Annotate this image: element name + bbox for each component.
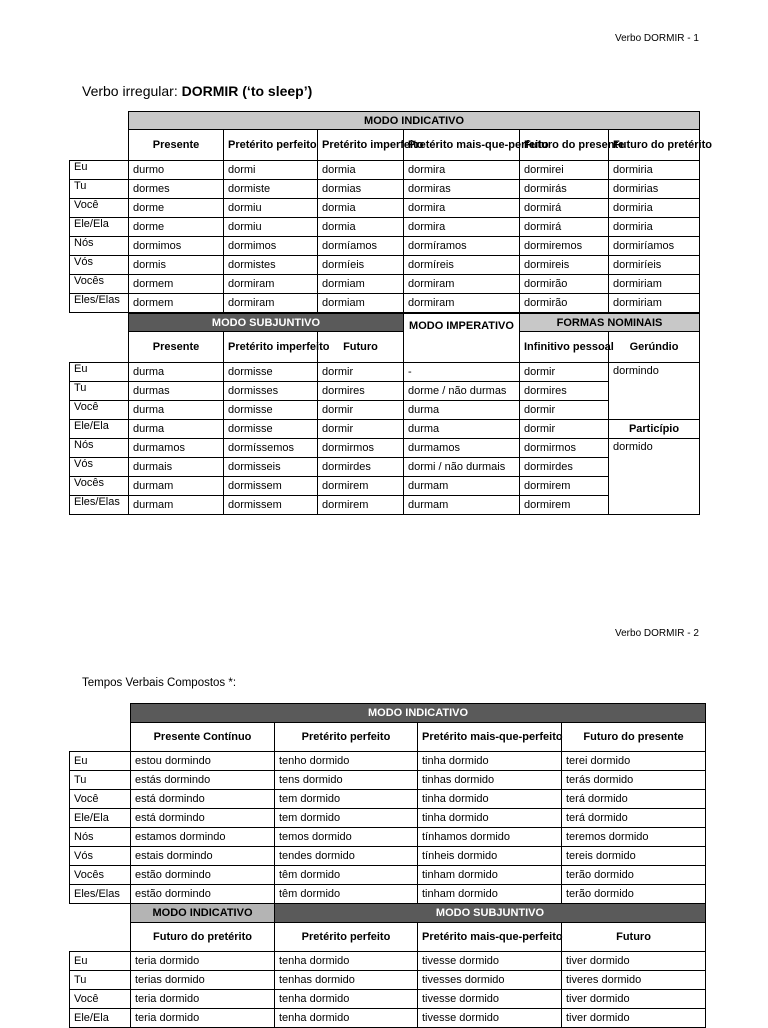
conjugation-cell: durma: [129, 401, 224, 420]
table-row: [70, 363, 700, 382]
blank-cell: [70, 314, 129, 332]
conjugation-cell: dormirem: [318, 477, 404, 496]
conjugation-cell: teria dormido: [131, 990, 275, 1009]
table-row: [70, 496, 700, 515]
conjugation-cell: tinham dormido: [418, 885, 562, 904]
conjugation-cell: está dormindo: [131, 809, 275, 828]
column-header: Presente: [129, 130, 224, 161]
pronoun-cell: Tu: [70, 382, 129, 401]
band-row: [70, 904, 706, 923]
conjugation-cell: dormíramos: [404, 237, 520, 256]
conjugation-cell: tenhas dormido: [275, 971, 418, 990]
pronoun-cell: Vós: [70, 256, 129, 275]
conjugation-cell: dormiríeis: [609, 256, 700, 275]
conjugation-cell: tiver dormido: [562, 1009, 706, 1028]
page-header-2: Verbo DORMIR - 2: [615, 628, 699, 639]
conjugation-cell: dormisse: [224, 363, 318, 382]
conjugation-cell: dormia: [318, 161, 404, 180]
conjugation-cell: tenha dormido: [275, 952, 418, 971]
column-header: Pretérito mais-que-perfeito: [418, 923, 562, 952]
conjugation-cell: têm dormido: [275, 885, 418, 904]
conjugation-cell: durmam: [129, 477, 224, 496]
band-row: [70, 112, 700, 130]
column-header: Pretérito perfeito: [275, 723, 418, 752]
header-row: [70, 332, 700, 363]
conjugation-cell: dormisses: [224, 382, 318, 401]
conjugation-cell: dormira: [404, 199, 520, 218]
conjugation-cell: dormirão: [520, 275, 609, 294]
modo-indicativo-band: MODO INDICATIVO: [129, 112, 700, 130]
subjuntivo-table: [69, 313, 700, 515]
column-header: Pretérito imperfeito: [318, 130, 404, 161]
table-row: [70, 256, 700, 275]
conjugation-cell: tivesse dormido: [418, 952, 562, 971]
conjugation-cell: dormiria: [609, 199, 700, 218]
conjugation-cell: estamos dormindo: [131, 828, 275, 847]
column-header: Futuro do presente: [520, 130, 609, 161]
pronoun-cell: Eu: [70, 161, 129, 180]
conjugation-cell: dormi: [224, 161, 318, 180]
conjugation-cell: durmamos: [404, 439, 520, 458]
column-header: Futuro: [318, 332, 404, 363]
table-row: [70, 847, 706, 866]
conjugation-cell: tivesse dormido: [418, 1009, 562, 1028]
conjugation-cell: tivesse dormido: [418, 990, 562, 1009]
conjugation-cell: dormirdes: [520, 458, 609, 477]
conjugation-cell: dormires: [520, 382, 609, 401]
conjugation-cell: dormias: [318, 180, 404, 199]
conjugation-cell: terão dormido: [562, 885, 706, 904]
conjugation-cell: dormíreis: [404, 256, 520, 275]
conjugation-cell: dormirmos: [318, 439, 404, 458]
conjugation-cell: dormirão: [520, 294, 609, 313]
conjugation-cell: teria dormido: [131, 952, 275, 971]
page-header: Verbo DORMIR - 1: [615, 33, 699, 44]
column-header: Pretérito perfeito: [224, 130, 318, 161]
conjugation-cell: dormirdes: [318, 458, 404, 477]
table-row: [70, 477, 700, 496]
blank-cell: [70, 130, 129, 161]
conjugation-cell: dormiremos: [520, 237, 609, 256]
blank-cell: [70, 923, 131, 952]
pronoun-cell: Eles/Elas: [70, 294, 129, 313]
pronoun-cell: Você: [70, 790, 131, 809]
conjugation-cell: tivesses dormido: [418, 971, 562, 990]
conjugation-cell: estão dormindo: [131, 885, 275, 904]
pronoun-cell: Você: [70, 401, 129, 420]
compostos-subtitle: Tempos Verbais Compostos *:: [82, 677, 237, 689]
pronoun-cell: Vocês: [70, 477, 129, 496]
participio-label: Particípio: [609, 420, 700, 439]
header-row: [70, 130, 700, 161]
conjugation-cell: dormireis: [520, 256, 609, 275]
table-row: [70, 458, 700, 477]
conjugation-cell: tereis dormido: [562, 847, 706, 866]
conjugation-cell: dormiste: [224, 180, 318, 199]
pronoun-cell: Nós: [70, 439, 129, 458]
table-row: [70, 382, 700, 401]
indicativo-table: [69, 111, 712, 313]
table-row: [70, 809, 706, 828]
conjugation-cell: estais dormindo: [131, 847, 275, 866]
conjugation-cell: terá dormido: [562, 809, 706, 828]
participio-value: dormido: [609, 439, 700, 515]
pronoun-cell: Eles/Elas: [70, 496, 129, 515]
header-row: [70, 723, 706, 752]
column-header: Gerúndio: [609, 332, 700, 363]
table-row: [70, 218, 700, 237]
pronoun-cell: Ele/Ela: [70, 218, 129, 237]
conjugation-cell: dormiram: [224, 275, 318, 294]
conjugation-cell: dormissem: [224, 496, 318, 515]
conjugation-cell: dormimos: [129, 237, 224, 256]
table-row: [70, 790, 706, 809]
conjugation-cell: dormirá: [520, 218, 609, 237]
conjugation-cell: dormimos: [224, 237, 318, 256]
conjugation-cell: durma: [404, 401, 520, 420]
pronoun-cell: Eu: [70, 752, 131, 771]
conjugation-cell: teremos dormido: [562, 828, 706, 847]
gerundio-value: dormindo: [609, 363, 700, 420]
conjugation-cell: dormiram: [404, 294, 520, 313]
conjugation-cell: dormiras: [404, 180, 520, 199]
conjugation-cell: dormir: [318, 420, 404, 439]
conjugation-cell: dormem: [129, 294, 224, 313]
conjugation-cell: dormirás: [520, 180, 609, 199]
column-header: Futuro do pretérito: [609, 130, 700, 161]
conjugation-cell: tínheis dormido: [418, 847, 562, 866]
conjugation-cell: dormisse: [224, 401, 318, 420]
blank-cell: [70, 904, 131, 923]
column-header: Futuro do pretérito: [131, 923, 275, 952]
conjugation-cell: dormiria: [609, 161, 700, 180]
conjugation-cell: dormir: [318, 401, 404, 420]
table-row: [70, 180, 700, 199]
conjugation-cell: temos dormido: [275, 828, 418, 847]
conjugation-cell: dormirá: [520, 199, 609, 218]
conjugation-cell: durma: [129, 363, 224, 382]
conjugation-cell: terei dormido: [562, 752, 706, 771]
conjugation-cell: durmas: [129, 382, 224, 401]
conjugation-cell: dormem: [129, 275, 224, 294]
conjugation-cell: dormiam: [318, 294, 404, 313]
conjugation-cell: -: [404, 363, 520, 382]
conjugation-cell: dormirmos: [520, 439, 609, 458]
pronoun-cell: Você: [70, 990, 131, 1009]
pronoun-cell: Eu: [70, 952, 131, 971]
conjugation-cell: dormi / não durmais: [404, 458, 520, 477]
conjugation-cell: dormistes: [224, 256, 318, 275]
conjugation-cell: tinhas dormido: [418, 771, 562, 790]
blank-cell: [70, 723, 131, 752]
conjugation-cell: dormissem: [224, 477, 318, 496]
conjugation-cell: durmais: [129, 458, 224, 477]
table-row: [70, 237, 700, 256]
column-header: Pretérito imperfeito: [224, 332, 318, 363]
conjugation-cell: dormiriam: [609, 275, 700, 294]
table-row: [70, 752, 706, 771]
pronoun-cell: Nós: [70, 828, 131, 847]
conjugation-cell: dormiam: [318, 275, 404, 294]
column-header: Futuro: [562, 923, 706, 952]
table-row: [70, 420, 700, 439]
conjugation-cell: dormisse: [224, 420, 318, 439]
conjugation-cell: tiver dormido: [562, 952, 706, 971]
conjugation-cell: tenho dormido: [275, 752, 418, 771]
modo-indicativo-band: MODO INDICATIVO: [131, 704, 706, 723]
conjugation-cell: dorme: [129, 218, 224, 237]
conjugation-cell: estão dormindo: [131, 866, 275, 885]
conjugation-cell: durma: [404, 420, 520, 439]
conjugation-cell: tiveres dormido: [562, 971, 706, 990]
band-row: [70, 314, 700, 332]
header-row: [70, 923, 706, 952]
compostos-table: [69, 703, 706, 1028]
modo-indicativo-band-2: MODO INDICATIVO: [131, 904, 275, 923]
conjugation-cell: dormir: [520, 363, 609, 382]
table-row: [70, 199, 700, 218]
conjugation-cell: dormirias: [609, 180, 700, 199]
title-prefix: Verbo irregular:: [82, 83, 182, 99]
conjugation-cell: estou dormindo: [131, 752, 275, 771]
modo-subjuntivo-band-2: MODO SUBJUNTIVO: [275, 904, 706, 923]
pronoun-cell: Eles/Elas: [70, 885, 131, 904]
conjugation-cell: dormirei: [520, 161, 609, 180]
pronoun-cell: Vocês: [70, 275, 129, 294]
conjugation-cell: terão dormido: [562, 866, 706, 885]
conjugation-cell: tiver dormido: [562, 990, 706, 1009]
pronoun-cell: Ele/Ela: [70, 809, 131, 828]
pronoun-cell: Vós: [70, 847, 131, 866]
table-row: [70, 952, 706, 971]
table-row: [70, 275, 700, 294]
pronoun-cell: Nós: [70, 237, 129, 256]
table-row: [70, 1009, 706, 1028]
conjugation-cell: dormiu: [224, 199, 318, 218]
conjugation-cell: durmo: [129, 161, 224, 180]
conjugation-cell: tínhamos dormido: [418, 828, 562, 847]
conjugation-cell: dormiríamos: [609, 237, 700, 256]
conjugation-cell: têm dormido: [275, 866, 418, 885]
column-header: Infinitivo pessoal: [520, 332, 609, 363]
conjugation-cell: dormisseis: [224, 458, 318, 477]
conjugation-cell: dormires: [318, 382, 404, 401]
table-row: [70, 990, 706, 1009]
column-header: Pretérito perfeito: [275, 923, 418, 952]
table-row: [70, 971, 706, 990]
pronoun-cell: Vós: [70, 458, 129, 477]
column-header: Futuro do presente: [562, 723, 706, 752]
conjugation-cell: dormes: [129, 180, 224, 199]
table-row: [70, 294, 700, 313]
table-row: [70, 866, 706, 885]
conjugation-cell: terias dormido: [131, 971, 275, 990]
conjugation-cell: tenha dormido: [275, 1009, 418, 1028]
conjugation-cell: dormia: [318, 199, 404, 218]
conjugation-cell: dormira: [404, 218, 520, 237]
modo-imperativo-header: MODO IMPERATIVO: [404, 314, 520, 363]
conjugation-cell: tenha dormido: [275, 990, 418, 1009]
column-header: Presente Contínuo: [131, 723, 275, 752]
table-row: [70, 828, 706, 847]
column-header: Pretérito mais-que-perfeito: [404, 130, 520, 161]
conjugation-cell: dormir: [520, 420, 609, 439]
conjugation-cell: dorme / não durmas: [404, 382, 520, 401]
formas-nominais-band: FORMAS NOMINAIS: [520, 314, 700, 332]
conjugation-cell: estás dormindo: [131, 771, 275, 790]
conjugation-cell: tem dormido: [275, 809, 418, 828]
table-row: [70, 771, 706, 790]
column-header: Pretérito mais-que-perfeito: [418, 723, 562, 752]
conjugation-cell: durmam: [404, 496, 520, 515]
modo-subjuntivo-band: MODO SUBJUNTIVO: [129, 314, 404, 332]
blank-cell: [70, 112, 129, 130]
conjugation-cell: dormirem: [520, 477, 609, 496]
pronoun-cell: Ele/Ela: [70, 1009, 131, 1028]
conjugation-cell: dormira: [404, 161, 520, 180]
conjugation-cell: dorme: [129, 199, 224, 218]
table-row: [70, 885, 706, 904]
conjugation-cell: dormis: [129, 256, 224, 275]
conjugation-cell: tinham dormido: [418, 866, 562, 885]
conjugation-cell: dormíeis: [318, 256, 404, 275]
conjugation-cell: tens dormido: [275, 771, 418, 790]
conjugation-cell: dormiria: [609, 218, 700, 237]
pronoun-cell: Eu: [70, 363, 129, 382]
pronoun-cell: Você: [70, 199, 129, 218]
conjugation-cell: tendes dormido: [275, 847, 418, 866]
conjugation-cell: terá dormido: [562, 790, 706, 809]
conjugation-cell: tinha dormido: [418, 752, 562, 771]
conjugation-cell: está dormindo: [131, 790, 275, 809]
pronoun-cell: Tu: [70, 180, 129, 199]
conjugation-cell: dormíamos: [318, 237, 404, 256]
pronoun-cell: Tu: [70, 971, 131, 990]
conjugation-cell: dormíssemos: [224, 439, 318, 458]
band-row: [70, 704, 706, 723]
conjugation-cell: durma: [129, 420, 224, 439]
blank-cell: [70, 332, 129, 363]
blank-cell: [70, 704, 131, 723]
pronoun-cell: Vocês: [70, 866, 131, 885]
conjugation-cell: dormia: [318, 218, 404, 237]
pronoun-cell: Tu: [70, 771, 131, 790]
table-row: [70, 161, 700, 180]
conjugation-cell: dormiriam: [609, 294, 700, 313]
conjugation-cell: dormiram: [224, 294, 318, 313]
conjugation-cell: tem dormido: [275, 790, 418, 809]
conjugation-cell: dormir: [318, 363, 404, 382]
conjugation-cell: dormiram: [404, 275, 520, 294]
title-verb: DORMIR (‘to sleep’): [181, 83, 313, 99]
conjugation-cell: dormiu: [224, 218, 318, 237]
conjugation-cell: terás dormido: [562, 771, 706, 790]
conjugation-cell: dormirem: [520, 496, 609, 515]
conjugation-cell: tinha dormido: [418, 809, 562, 828]
column-header: Presente: [129, 332, 224, 363]
conjugation-cell: durmam: [404, 477, 520, 496]
conjugation-cell: durmam: [129, 496, 224, 515]
conjugation-cell: durmamos: [129, 439, 224, 458]
page-title: [82, 83, 312, 99]
pronoun-cell: Ele/Ela: [70, 420, 129, 439]
conjugation-cell: teria dormido: [131, 1009, 275, 1028]
conjugation-cell: tinha dormido: [418, 790, 562, 809]
table-row: [70, 401, 700, 420]
table-row: [70, 439, 700, 458]
conjugation-cell: dormirem: [318, 496, 404, 515]
conjugation-cell: dormir: [520, 401, 609, 420]
